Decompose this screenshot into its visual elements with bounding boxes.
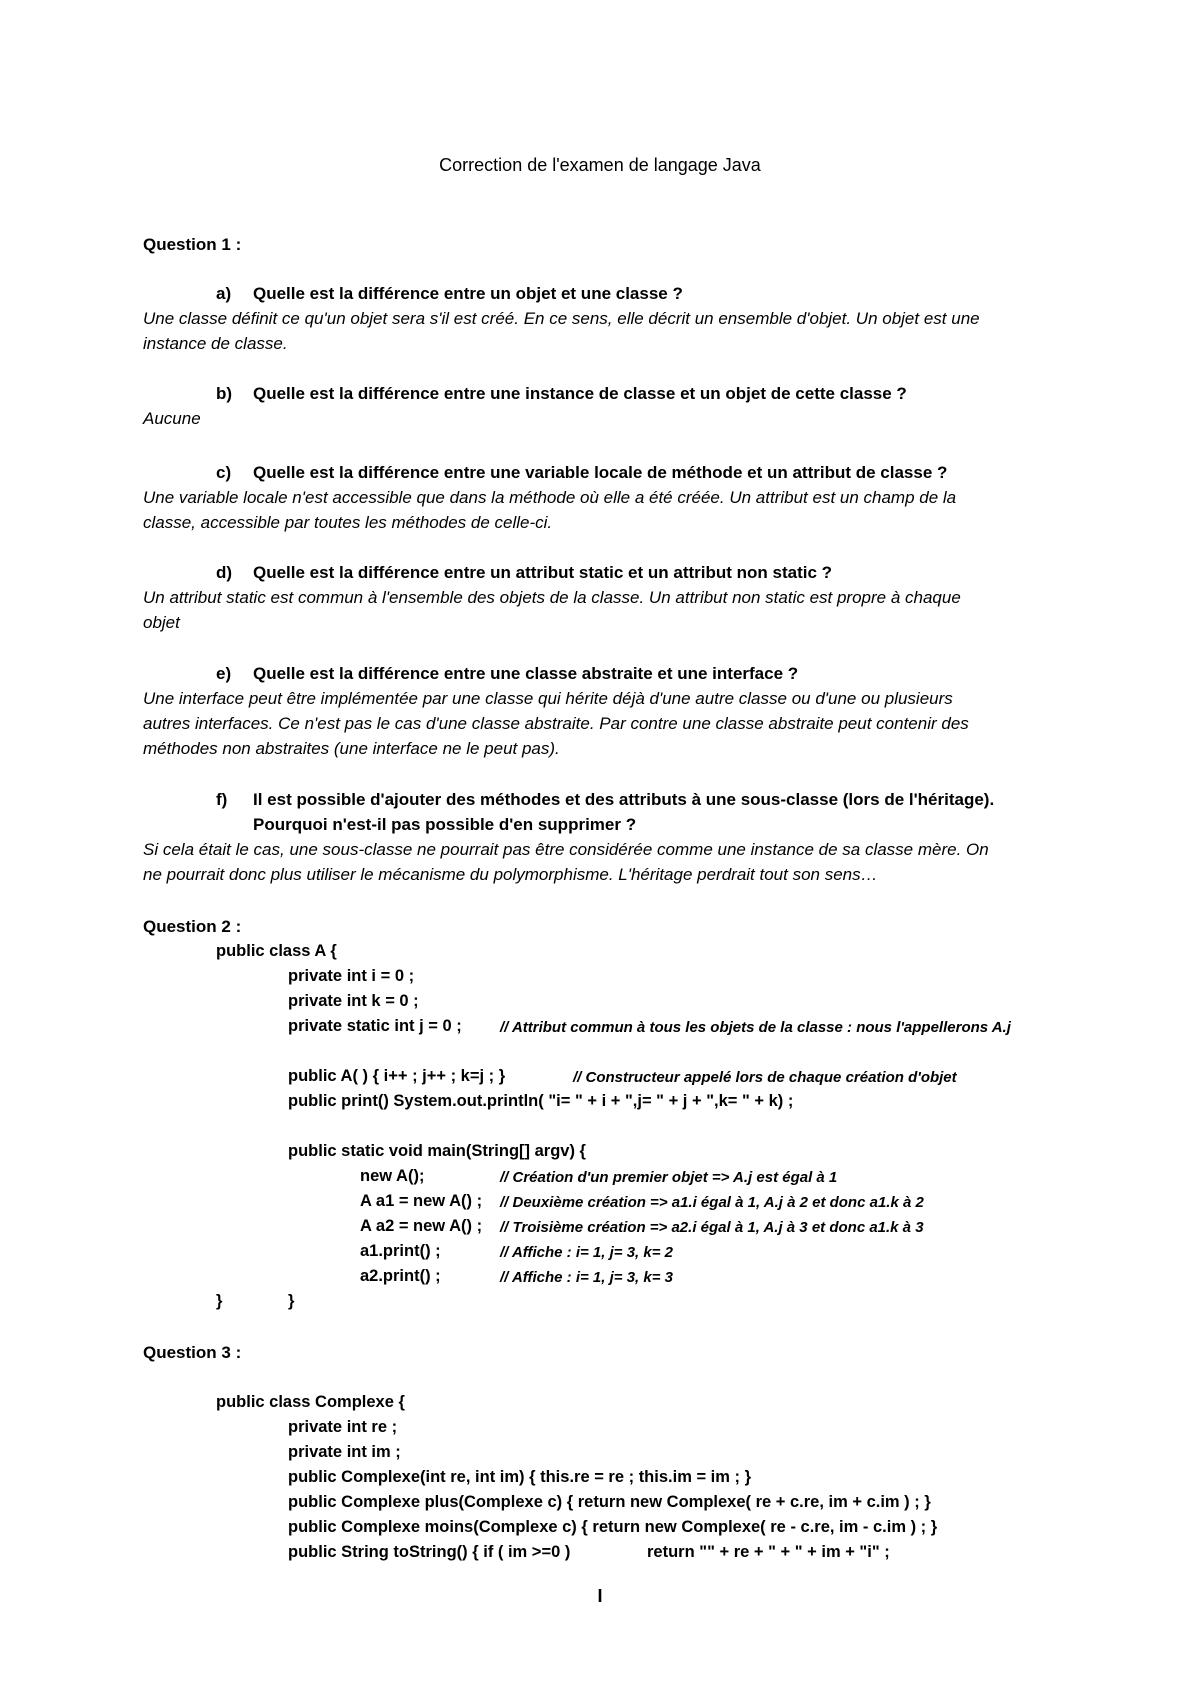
code-line: new A();	[360, 1167, 425, 1185]
question-text: Quelle est la différence entre un objet et une classe ?	[253, 284, 683, 303]
code-line: public Complexe plus(Complexe c) { return new Complexe( re + c.re, im + c.im ) ; }	[288, 1493, 931, 1511]
question-1e	[216, 661, 798, 686]
code-line: private int im ;	[288, 1443, 401, 1461]
code-line: public Complexe moins(Complexe c) { return new Complexe( re - c.re, im - c.im ) ; }	[288, 1518, 938, 1536]
item-label: b)	[216, 384, 233, 403]
question-1a	[216, 281, 683, 306]
question-1d	[216, 560, 832, 585]
question-text: Quelle est la différence entre une classe abstraite et une interface ?	[253, 664, 799, 683]
code-line: public A( ) { i++ ; j++ ; k=j ; }	[288, 1067, 506, 1085]
document-title: Correction de l'examen de langage Java	[439, 155, 761, 175]
code-line: a1.print() ;	[360, 1242, 441, 1260]
answer-1e-line-2: autres interfaces. Ce n'est pas le cas d'une classe abstraite. Par contre une classe abstraite peut contenir des	[143, 714, 969, 733]
item-label: e)	[216, 664, 232, 683]
code-line: public Complexe(int re, int im) { this.re = re ; this.im = im ; }	[288, 1468, 752, 1486]
answer-1e-line-3: méthodes non abstraites (une interface ne le peut pas).	[143, 739, 560, 758]
question-1-heading: Question 1 :	[143, 235, 242, 254]
code-line: private int re ;	[288, 1418, 398, 1436]
question-text: Quelle est la différence entre un attribut static et un attribut non static ?	[253, 563, 833, 582]
code-line: private static int j = 0 ;	[288, 1017, 462, 1035]
question-text: Quelle est la différence entre une instance de classe et un objet de cette classe ?	[253, 384, 907, 403]
code-line: private int i = 0 ;	[288, 967, 415, 985]
answer-1d-line-2: objet	[143, 613, 180, 632]
code-line: }	[216, 1292, 223, 1310]
code-comment: // Constructeur appelé lors de chaque création d'objet	[573, 1069, 957, 1086]
question-text: Il est possible d'ajouter des méthodes et des attributs à une sous-classe (lors de l'héritage).	[253, 790, 995, 809]
code-line: private int k = 0 ;	[288, 992, 419, 1010]
item-label: c)	[216, 463, 232, 482]
code-line: a2.print() ;	[360, 1267, 441, 1285]
answer-1e-line-1: Une interface peut être implémentée par une classe qui hérite déjà d'une autre classe ou d'une ou plusieurs	[143, 689, 953, 708]
item-label: d)	[216, 563, 233, 582]
page-number: I	[597, 1586, 603, 1606]
answer-1a-line-1: Une classe définit ce qu'un objet sera s'il est créé. En ce sens, elle décrit un ensemble d'objet. Un objet est une	[143, 309, 980, 328]
code-comment: // Troisième création => a2.i égal à 1, A.j à 3 et donc a1.k à 3	[500, 1219, 924, 1236]
code-line: return "" + re + " + " + im + "i" ;	[647, 1543, 890, 1561]
code-comment: // Affiche : i= 1, j= 3, k= 2	[500, 1244, 673, 1261]
question-1b	[216, 381, 907, 406]
question-text: Quelle est la différence entre une variable locale de méthode et un attribut de classe ?	[253, 463, 948, 482]
code-line: }	[288, 1292, 295, 1310]
code-line: A a1 = new A() ;	[360, 1192, 483, 1210]
question-1f	[216, 787, 994, 812]
answer-1f-line-1: Si cela était le cas, une sous-classe ne pourrait pas être considérée comme une instance de sa classe mère. On	[143, 840, 989, 859]
code-line: public print() System.out.println( "i= " + i + ",j= " + j + ",k= " + k) ;	[288, 1092, 794, 1110]
item-label: a)	[216, 284, 232, 303]
code-line: public static void main(String[] argv) {	[288, 1142, 586, 1160]
code-comment: // Affiche : i= 1, j= 3, k= 3	[500, 1269, 673, 1286]
code-line: public class A {	[216, 942, 337, 960]
answer-1b-line-1: Aucune	[143, 409, 201, 428]
answer-1d-line-1: Un attribut static est commun à l'ensemble des objets de la classe. Un attribut non static est propre à chaque	[143, 588, 961, 607]
question-2-heading: Question 2 :	[143, 917, 242, 936]
code-line: public String toString() { if ( im >=0 )	[288, 1543, 571, 1561]
code-comment: // Création d'un premier objet => A.j est égal à 1	[500, 1169, 838, 1186]
answer-1c-line-2: classe, accessible par toutes les méthodes de celle-ci.	[143, 513, 553, 532]
answer-1f-line-2: ne pourrait donc plus utiliser le mécanisme du polymorphisme. L'héritage perdrait tout son sens…	[143, 865, 878, 884]
code-comment: // Attribut commun à tous les objets de la classe : nous l'appellerons A.j	[500, 1019, 1011, 1036]
question-3-heading: Question 3 :	[143, 1343, 242, 1362]
code-line: A a2 = new A() ;	[360, 1217, 483, 1235]
code-line: public class Complexe {	[216, 1393, 405, 1411]
question-1c	[216, 460, 947, 485]
code-comment: // Deuxième création => a1.i égal à 1, A.j à 2 et donc a1.k à 2	[500, 1194, 924, 1211]
answer-1a-line-2: instance de classe.	[143, 334, 288, 353]
question-1f-line-2: Pourquoi n'est-il pas possible d'en supprimer ?	[253, 815, 637, 834]
item-label: f)	[216, 790, 228, 809]
answer-1c-line-1: Une variable locale n'est accessible que dans la méthode où elle a été créée. Un attribut est un champ de la	[143, 488, 957, 507]
